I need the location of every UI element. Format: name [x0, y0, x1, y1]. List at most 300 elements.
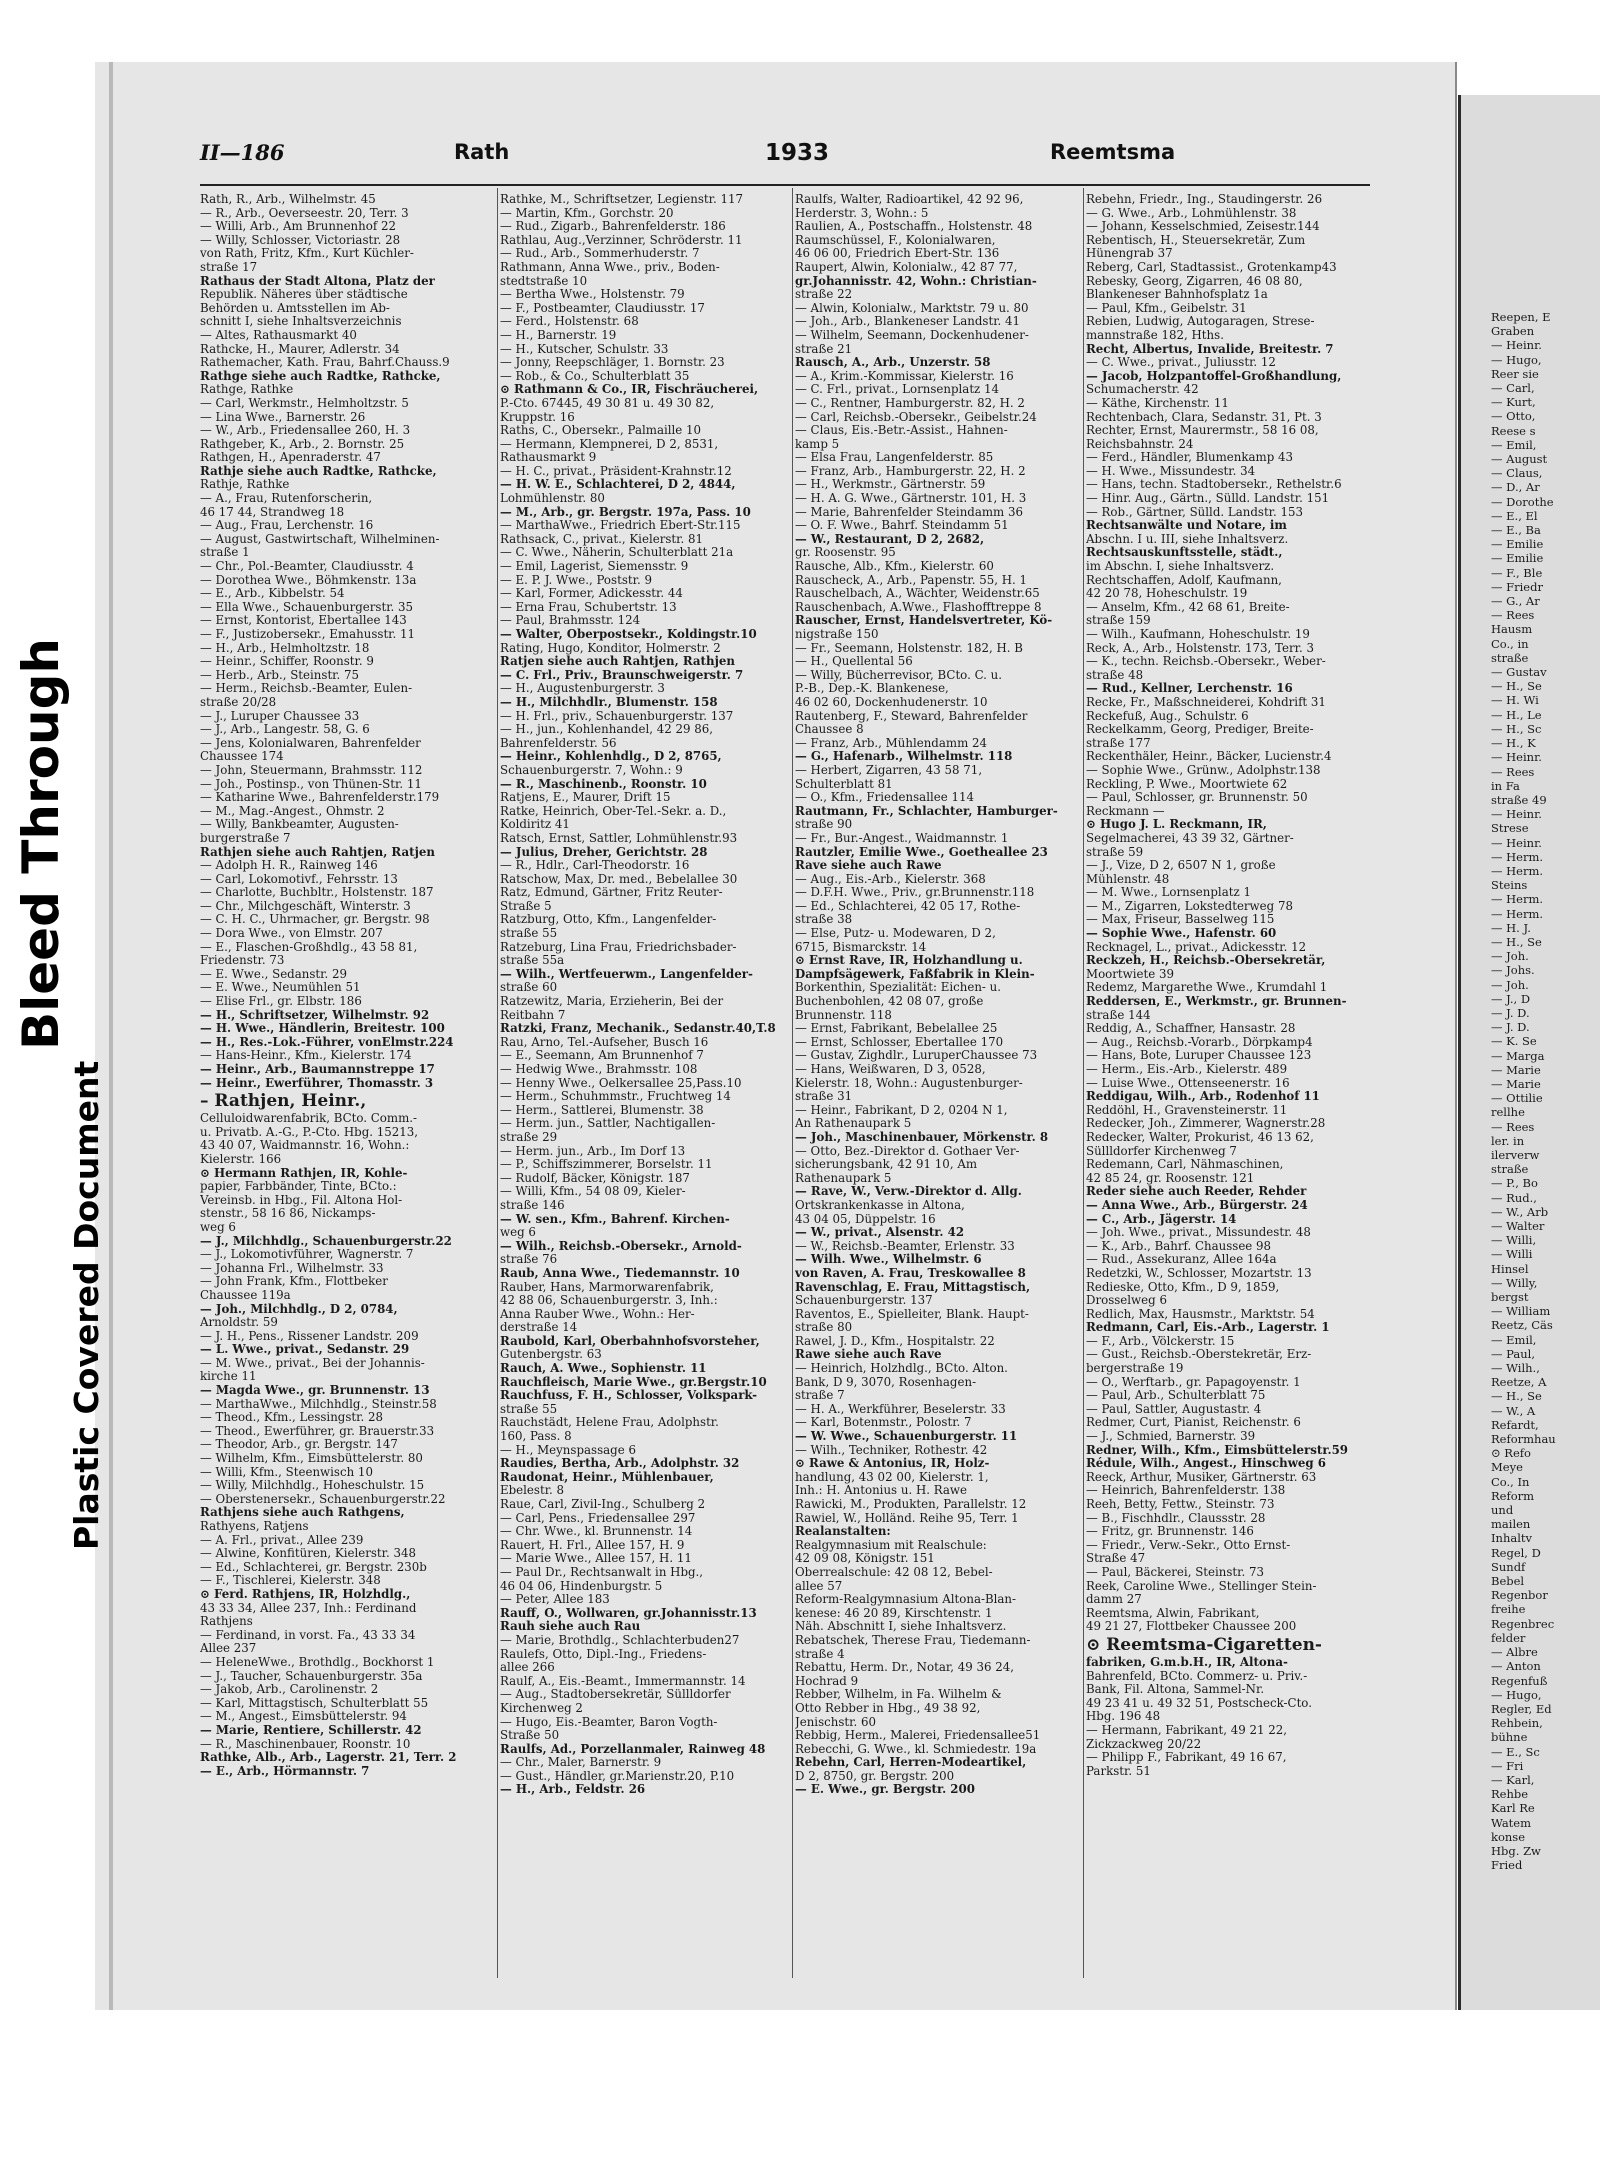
directory-entry: — Paul, Brahmsstr. 124: [500, 614, 641, 628]
directory-entry: Kirchenweg 2: [500, 1701, 583, 1715]
directory-entry: — Hinr. Aug., Gärtn., Sülld. Landstr. 151: [1086, 492, 1330, 506]
directory-entry: straße 21: [795, 342, 853, 356]
adjacent-page-line: mailen: [1491, 1517, 1531, 1532]
adjacent-page-line: Meye: [1491, 1460, 1523, 1475]
directory-entry: — Carl, Lokomotivf., Fehrsstr. 13: [200, 872, 398, 886]
directory-entry: Redmann, Carl, Eis.-Arb., Lagerstr. 1: [1086, 1321, 1330, 1335]
directory-entry: Rechtsauskunftsstelle, städt.,: [1086, 546, 1283, 560]
directory-entry: — Fr., Seemann, Holstenstr. 182, H. B: [795, 641, 1023, 655]
adjacent-page-line: — Hugo,: [1491, 352, 1542, 367]
directory-entry: Jenischstr. 60: [795, 1715, 876, 1729]
adjacent-page-line: — K. Se: [1491, 1034, 1537, 1049]
adjacent-page-line: Steins: [1491, 878, 1528, 893]
directory-entry: Schumacherstr. 42: [1086, 383, 1199, 397]
directory-entry: — Marie, Rentiere, Schillerstr. 42: [200, 1723, 422, 1737]
directory-entry: — R., Hdlr., Carl-Theodorstr. 16: [500, 859, 690, 873]
directory-entry: Realanstalten:: [795, 1525, 891, 1539]
directory-entry: Reeh, Betty, Fettw., Steinstr. 73: [1086, 1498, 1275, 1511]
directory-entry: Rauchfuss, F. H., Schlosser, Volkspark-: [500, 1389, 757, 1403]
directory-entry: Rawel, J. D., Kfm., Hospitalstr. 22: [795, 1334, 995, 1348]
adjacent-page-line: bühne: [1491, 1730, 1528, 1745]
adjacent-page-line: — Rees: [1491, 608, 1535, 623]
directory-entry: Rebber, Wilhelm, in Fa. Wilhelm &: [795, 1688, 1002, 1702]
adjacent-page-line: — H., K: [1491, 736, 1536, 751]
directory-entry: Rathge siehe auch Radtke, Rathcke,: [200, 369, 441, 383]
directory-entry: — Herm. jun., Arb., Im Dorf 13: [500, 1144, 686, 1158]
directory-entry: Lohmühlenstr. 80: [500, 492, 605, 506]
directory-entry: straße 22: [795, 288, 853, 302]
directory-entry: Blankeneser Bahnhofsplatz 1a: [1086, 288, 1268, 302]
directory-entry: — Lina Wwe., Barnerstr. 26: [200, 410, 366, 424]
directory-entry: Ratzeburg, Lina Frau, Friedrichsbader-: [500, 940, 737, 954]
directory-entry: handlung, 43 02 00, Kielerstr. 1,: [795, 1470, 989, 1484]
directory-entry: — Marie, Bahrenfelder Steindamm 36: [795, 505, 1024, 519]
directory-entry: — MarthaWwe., Milchhdlg., Steinstr.58: [200, 1397, 437, 1411]
directory-entry: — H., Arb., Feldstr. 26: [500, 1783, 646, 1797]
adjacent-page-line: — Anton: [1491, 1659, 1541, 1674]
directory-entry: Rebehn, Friedr., Ing., Staudingerstr. 26: [1086, 193, 1323, 206]
directory-entry: gr. Roosenstr. 95: [795, 546, 896, 560]
directory-entry: — Jonny, Reepschläger, 1. Bornstr. 23: [500, 356, 725, 370]
adjacent-page-line: — D., Ar: [1491, 480, 1540, 495]
directory-entry: Rauschenbach, A.Wwe., Flashofftreppe 8: [795, 600, 1042, 614]
adjacent-page-line: — J., D: [1491, 991, 1531, 1006]
directory-entry: Reddig, A., Schaffner, Hansastr. 28: [1086, 1022, 1296, 1036]
directory-entry: — F., Postbeamter, Claudiusstr. 17: [500, 301, 705, 315]
directory-entry: — J. H., Pens., Rissener Landstr. 209: [200, 1329, 419, 1343]
directory-entry: Drosselweg 6: [1086, 1294, 1167, 1308]
directory-entry: Behörden u. Amtsstellen im Ab-: [200, 301, 390, 315]
directory-entry: Raulfs, Walter, Radioartikel, 42 92 96,: [795, 193, 1024, 206]
directory-entry: Rathgen, H., Apenraderstr. 47: [200, 451, 381, 465]
directory-entry: kamp 5: [795, 437, 840, 451]
directory-entry: 42 85 24, gr. Roosenstr. 121: [1086, 1171, 1255, 1185]
adjacent-page-line: Regenfuß: [1491, 1673, 1548, 1688]
adjacent-page-line: — P., Bo: [1491, 1176, 1538, 1191]
directory-entry: — Aug., Reichsb.-Vorarb., Dörpkamp4: [1086, 1035, 1313, 1049]
directory-entry: straße 29: [500, 1130, 558, 1144]
directory-entry: — W. Wwe., Schauenburgerstr. 11: [795, 1430, 1018, 1444]
directory-entry: Abschn. I u. III, siehe Inhaltsverz.: [1086, 532, 1289, 546]
directory-entry: straße 38: [795, 913, 853, 927]
adjacent-page-line: Regel, D: [1491, 1545, 1541, 1560]
directory-entry: Rathyens, Ratjens: [200, 1520, 309, 1533]
directory-entry: 46 02 60, Dockenhudenerstr. 10: [795, 695, 988, 709]
adjacent-page-line: — G., Ar: [1491, 594, 1540, 609]
adjacent-page-line: — Wilh.,: [1491, 1361, 1540, 1376]
adjacent-page-line: — William: [1491, 1304, 1551, 1319]
directory-entry: Bank, Fil. Altona, Sammel-Nr.: [1086, 1683, 1265, 1697]
adjacent-page-line: Reetze, A: [1491, 1375, 1547, 1390]
directory-entry: — Herb., Arb., Steinstr. 75: [200, 668, 360, 682]
directory-entry: — G., Hafenarb., Wilhelmstr. 118: [795, 750, 1013, 764]
directory-entry: — W., privat., Alsenstr. 42: [795, 1226, 965, 1240]
directory-entry: — L. Wwe., privat., Sedanstr. 29: [200, 1343, 410, 1357]
adjacent-page-line: — Rud.,: [1491, 1190, 1537, 1205]
directory-entry: — Gust., Händler, gr.Marienstr.20, P.10: [500, 1769, 735, 1783]
directory-entry: Otto Rebber in Hbg., 49 38 92,: [795, 1701, 981, 1715]
directory-entry: Redemz, Margarethe Wwe., Krumdahl 1: [1086, 981, 1328, 995]
directory-entry: — Magda Wwe., gr. Brunnenstr. 13: [200, 1384, 430, 1398]
adjacent-page-line: freihe: [1491, 1602, 1526, 1617]
directory-entry: — Luise Wwe., Ottenseenerstr. 16: [1086, 1076, 1290, 1090]
directory-entry: — Wilhelm, Kfm., Eimsbüttelerstr. 80: [200, 1452, 423, 1466]
directory-entry: Kielerstr. 166: [200, 1152, 282, 1166]
directory-entry: 42 88 06, Schauenburgerstr. 3, Inh.:: [500, 1294, 718, 1308]
directory-entry: — Heinr., Fabrikant, D 2, 0204 N 1,: [795, 1103, 1008, 1117]
directory-entry: Koldiritz 41: [500, 818, 570, 832]
adjacent-page-line: — H., Se: [1491, 1389, 1542, 1404]
directory-entry: Recht, Albertus, Invalide, Breitestr. 7: [1086, 342, 1334, 356]
directory-entry: Näh. Abschnitt I, siehe Inhaltsverz.: [795, 1620, 1007, 1634]
directory-entry: Dampfsägewerk, Faßfabrik in Klein-: [795, 967, 1035, 981]
directory-entry: — Ferdinand, in vorst. Fa., 43 33 34: [200, 1628, 416, 1642]
directory-entry: von Rath, Fritz, Kfm., Kurt Küchler-: [200, 247, 414, 261]
adjacent-page-line: Fried: [1491, 1858, 1523, 1873]
directory-entry: straße 59: [1086, 845, 1144, 859]
directory-entry: Zickzackweg 20/22: [1086, 1737, 1202, 1751]
directory-entry: — Rud., Zigarb., Bahrenfelderstr. 186: [500, 220, 726, 234]
directory-entry: Schulterblatt 81: [795, 777, 893, 791]
directory-entry: — Martin, Kfm., Gorchstr. 20: [500, 206, 674, 220]
directory-entry: — A. Frl., privat., Allee 239: [200, 1533, 364, 1547]
directory-entry: — Wilh., Reichsb.-Obersekr., Arnold-: [500, 1239, 742, 1253]
directory-entry: Rathje siehe auch Radtke, Rathcke,: [200, 464, 437, 478]
directory-entry: — F., Arb., Völckerstr. 15: [1086, 1334, 1235, 1348]
directory-entry: Rausch, A., Arb., Unzerstr. 58: [795, 356, 991, 370]
adjacent-page-line: — Carl,: [1491, 381, 1535, 396]
directory-entry: Ratjens, E., Maurer, Drift 15: [500, 791, 671, 805]
adjacent-page-line: — H., Sc: [1491, 721, 1542, 736]
directory-entry: — W., Reichsb.-Beamter, Erlenstr. 33: [795, 1239, 1015, 1253]
directory-entry: — H. A. G. Wwe., Gärtnerstr. 101, H. 3: [795, 492, 1027, 506]
directory-entry: — Gust., Reichsb.-Oberstekretär, Erz-: [1086, 1348, 1312, 1362]
directory-entry: — MarthaWwe., Friedrich Ebert-Str.115: [500, 519, 741, 533]
directory-entry: — D.F.H. Wwe., Priv., gr.Brunnenstr.118: [795, 886, 1035, 900]
adjacent-page-text: [1491, 310, 1600, 1872]
directory-entry: Redecker, Walter, Prokurist, 46 13 62,: [1086, 1130, 1314, 1144]
directory-entry: Rechter, Ernst, Maurermstr., 58 16 08,: [1086, 424, 1319, 438]
adjacent-page-line: Inhaltv: [1491, 1531, 1533, 1546]
directory-entry: Ortskrankenkasse in Altona,: [795, 1198, 965, 1212]
directory-entry: — R., Maschinenbauer, Roonstr. 10: [200, 1737, 411, 1751]
directory-entry: — Ernst, Kontorist, Ebertallee 143: [200, 614, 407, 628]
adjacent-page-line: — H., Se: [1491, 934, 1542, 949]
directory-entry: Raue, Carl, Zivil-Ing., Schulberg 2: [500, 1498, 706, 1511]
directory-entry: derstraße 14: [500, 1321, 578, 1335]
directory-entry: — Herbert, Zigarren, 43 58 71,: [795, 763, 983, 777]
directory-entry: — Joh., Milchhdlg., D 2, 0784,: [200, 1302, 398, 1316]
directory-column-1: [200, 193, 498, 1973]
directory-entry: Reeck, Arthur, Musiker, Gärtnerstr. 63: [1086, 1470, 1317, 1484]
directory-entry: Reckenthäler, Heinr., Bäcker, Lucienstr.4: [1086, 750, 1332, 764]
directory-entry: — Rave, W., Verw.-Direktor d. Allg.: [795, 1185, 1022, 1199]
directory-entry: Ratzewitz, Maria, Erzieherin, Bei der: [500, 995, 724, 1009]
directory-entry: — E., Flaschen-Großhdlg., 43 58 81,: [200, 940, 418, 954]
directory-entry: Mühlenstr. 48: [1086, 872, 1170, 886]
directory-entry: Rathke, M., Schriftsetzer, Legienstr. 117: [500, 193, 743, 206]
directory-entry: — Ferd., Holstenstr. 68: [500, 315, 639, 329]
directory-entry: — Elise Frl., gr. Elbstr. 186: [200, 995, 362, 1009]
directory-entry: Hochrad 9: [795, 1674, 859, 1688]
directory-entry: Rathausmarkt 9: [500, 451, 597, 465]
directory-entry: — Karl, Botenmstr., Polostr. 7: [795, 1416, 972, 1430]
directory-entry: Inh.: H. Antonius u. H. Rawe: [795, 1484, 967, 1498]
directory-entry: sicherungsbank, 42 91 10, Am: [795, 1158, 978, 1172]
directory-entry: Ebelestr. 8: [500, 1484, 565, 1498]
directory-entry: — Herm., Schuhmmstr., Fruchtweg 14: [500, 1090, 731, 1104]
adjacent-page-line: — Emilie: [1491, 537, 1544, 552]
directory-entry: Buchenbohlen, 42 08 07, große: [795, 995, 984, 1009]
directory-entry: allee 266: [500, 1661, 555, 1675]
directory-entry: P.-Cto. 67445, 49 30 81 u. 49 30 82,: [500, 396, 715, 410]
adjacent-page-line: — Willi: [1491, 1247, 1533, 1262]
adjacent-page-line: — Kurt,: [1491, 395, 1536, 410]
adjacent-page-line: — Marga: [1491, 1048, 1545, 1063]
directory-entry: Hbg. 196 48: [1086, 1710, 1161, 1724]
directory-entry: — Hans, Bote, Luruper Chaussee 123: [1086, 1049, 1312, 1063]
adjacent-page-line: — Willy,: [1491, 1275, 1538, 1290]
adjacent-page-line: rellhe: [1491, 1105, 1525, 1120]
directory-entry: — Herm. jun., Sattler, Nachtigallen-: [500, 1117, 716, 1131]
adjacent-page-line: — Heinr.: [1491, 338, 1542, 353]
directory-entry: Straße 47: [1086, 1552, 1146, 1566]
adjacent-page-line: Reepen, E: [1491, 310, 1551, 324]
directory-entry: — K., Arb., Bahrf. Chaussee 98: [1086, 1239, 1272, 1253]
directory-entry: — Willi, Kfm., Steenwisch 10: [200, 1465, 373, 1479]
directory-entry: — J., Vize, D 2, 6507 N 1, große: [1086, 859, 1276, 873]
directory-entry: — R., Maschinenb., Roonstr. 10: [500, 777, 707, 791]
directory-entry: Rédule, Wilh., Angest., Hinschweg 6: [1086, 1457, 1326, 1471]
directory-entry: — H., Schriftsetzer, Wilhelmstr. 92: [200, 1008, 430, 1022]
adjacent-page-line: — Albre: [1491, 1645, 1538, 1660]
directory-entry: — H. Frl., priv., Schauenburgerstr. 137: [500, 709, 734, 723]
directory-entry: Reckmann —: [1086, 804, 1165, 818]
directory-entry: — W. sen., Kfm., Bahrenf. Kirchen-: [500, 1212, 730, 1226]
directory-entry: Brunnenstr. 118: [795, 1008, 892, 1022]
directory-entry: — Johann, Kesselschmied, Zeisestr.144: [1086, 220, 1320, 234]
directory-entry: — Wilh., Kaufmann, Hoheschulstr. 19: [1086, 628, 1310, 641]
directory-entry: — Heinr., Ewerführer, Thomasstr. 3: [200, 1076, 434, 1090]
directory-entry: Redieske, Otto, Kfm., D 9, 1859,: [1086, 1280, 1280, 1294]
directory-entry: straße 20/28: [200, 695, 277, 709]
directory-entry: straße 31: [795, 1090, 853, 1104]
directory-entry: — Ed., Schlachterei, 42 05 17, Rothe-: [795, 899, 1021, 913]
directory-entry: Rebehn, Carl, Herren-Modeartikel,: [795, 1756, 1027, 1770]
directory-entry: — Heinr., Arb., Baumannstreppe 17: [200, 1063, 435, 1076]
directory-entry: — Alwine, Konfitüren, Kielerstr. 348: [200, 1547, 417, 1561]
directory-column-3: [795, 193, 1093, 1973]
directory-entry: — E. Wwe., Sedanstr. 29: [200, 967, 348, 981]
directory-entry: Recke, Fr., Maßschneiderei, Kohdrift 31: [1086, 695, 1326, 709]
directory-entry: 46 06 00, Friedrich Ebert-Str. 136: [795, 247, 1000, 261]
directory-entry: Anna Rauber Wwe., Wohn.: Her-: [500, 1307, 695, 1321]
adjacent-page-line: — J. D.: [1491, 1020, 1530, 1035]
adjacent-page-line: — Ottilie: [1491, 1091, 1543, 1106]
directory-entry: — Alwin, Kolonialw., Marktstr. 79 u. 80: [795, 301, 1029, 315]
adjacent-page-line: — Joh.: [1491, 977, 1529, 992]
directory-entry: Rechtschaffen, Adolf, Kaufmann,: [1086, 573, 1282, 587]
directory-entry: Reckelkamm, Georg, Prediger, Breite-: [1086, 723, 1314, 737]
directory-entry: Arnoldstr. 59: [200, 1316, 278, 1330]
directory-entry: — John, Steuermann, Brahmsstr. 112: [200, 763, 423, 777]
directory-entry: — Jacob, Holzpantoffel-Großhandlung,: [1086, 369, 1342, 383]
directory-entry: Rechtsanwälte und Notare, im: [1086, 519, 1287, 533]
directory-entry: — W., Arb., Friedensallee 260, H. 3: [200, 424, 411, 438]
directory-entry: Raub, Anna Wwe., Tiedemannstr. 10: [500, 1266, 740, 1280]
directory-entry: Reckling, P. Wwe., Moortwiete 62: [1086, 777, 1288, 791]
directory-entry: – Rathjen, Heinr.,: [200, 1091, 367, 1112]
adjacent-page-line: — Herm.: [1491, 863, 1544, 878]
directory-entry: Segelmacherei, 43 39 32, Gärtner-: [1086, 831, 1294, 845]
directory-entry: — Ernst, Fabrikant, Bebelallee 25: [795, 1022, 998, 1036]
directory-entry: Raventos, E., Spielleiter, Blank. Haupt-: [795, 1307, 1029, 1321]
directory-entry: straße 17: [200, 260, 258, 274]
directory-entry: Straße 50: [500, 1729, 560, 1743]
directory-entry: — Willy, Schlosser, Victoriastr. 28: [200, 233, 401, 247]
adjacent-page-line: — W., Arb: [1491, 1204, 1549, 1219]
directory-entry: — E. P. J. Wwe., Poststr. 9: [500, 573, 652, 587]
adjacent-page-line: — H. Wi: [1491, 693, 1539, 708]
directory-entry: Rathge, Rathke: [200, 383, 294, 397]
directory-entry: — Karl, Mittagstisch, Schulterblatt 55: [200, 1696, 429, 1710]
directory-entry: — Heinrich, Holzhdlg., BCto. Alton.: [795, 1362, 1008, 1376]
directory-entry: damm 27: [1086, 1593, 1142, 1607]
directory-entry: nigstraße 150: [795, 628, 879, 641]
directory-entry: Rebattu, Herm. Dr., Notar, 49 36 24,: [795, 1661, 1014, 1675]
directory-entry: 49 21 27, Flottbeker Chaussee 200: [1086, 1620, 1297, 1634]
directory-entry: straße 1: [200, 546, 250, 560]
directory-entry: Rathjen siehe auch Rahtjen, Ratjen: [200, 845, 435, 859]
directory-entry: — Elsa Frau, Langenfelderstr. 85: [795, 451, 994, 465]
directory-entry: Raubold, Karl, Oberbahnhofsvorsteher,: [500, 1334, 760, 1348]
directory-entry: — Hans, Weißwaren, D 3, 0528,: [795, 1063, 986, 1076]
directory-entry: — H., Milchhdlr., Blumenstr. 158: [500, 695, 718, 709]
directory-entry: weg 6: [200, 1220, 236, 1234]
directory-entry: Rechtenbach, Clara, Sedanstr. 31, Pt. 3: [1086, 410, 1322, 424]
directory-entry: — Herm., Reichsb.-Beamter, Eulen-: [200, 682, 413, 696]
directory-entry: — E., Arb., Hörmannstr. 7: [200, 1764, 370, 1778]
adjacent-page-line: Regenbor: [1491, 1588, 1548, 1603]
directory-entry: — Ed., Schlachterei, gr. Bergstr. 230b: [200, 1560, 427, 1574]
directory-entry: — Heinr., Kohlenhdlg., D 2, 8765,: [500, 750, 722, 764]
adjacent-page-line: ler. in: [1491, 1133, 1525, 1148]
directory-entry: — O., Kfm., Friedensallee 114: [795, 791, 974, 805]
directory-entry: ⊙ Ferd. Rathjens, IR, Holzhdlg.,: [200, 1587, 411, 1601]
directory-entry: — Rob., Gärtner, Sülld. Landstr. 153: [1086, 505, 1304, 519]
adjacent-page-line: — Hugo,: [1491, 1687, 1542, 1702]
directory-entry: straße 159: [1086, 614, 1151, 628]
directory-entry: — Ernst, Schlosser, Ebertallee 170: [795, 1035, 1004, 1049]
directory-entry: Recknagel, L., privat., Adickesstr. 12: [1086, 940, 1307, 954]
directory-entry: — C. Frl., privat., Lornsenplatz 14: [795, 383, 1000, 397]
directory-entry: Rathaus der Stadt Altona, Platz der: [200, 274, 435, 288]
directory-entry: Rebecchi, G. Wwe., kl. Schmiedestr. 19a: [795, 1742, 1037, 1756]
directory-entry: straße 60: [500, 981, 558, 995]
directory-entry: Rauch, A. Wwe., Sophienstr. 11: [500, 1362, 707, 1376]
directory-entry: 42 20 78, Hoheschulstr. 19: [1086, 587, 1248, 601]
directory-entry: — Fr., Bur.-Angest., Waidmannstr. 1: [795, 831, 1009, 845]
directory-entry: Reckzeh, H., Reichsb.-Obersekretär,: [1086, 954, 1326, 968]
directory-entry: 46 17 44, Strandweg 18: [200, 505, 345, 519]
directory-entry: — J., Taucher, Schauenburgerstr. 35a: [200, 1669, 423, 1683]
directory-entry: Reddersen, E., Werkmstr., gr. Brunnen-: [1086, 995, 1347, 1009]
adjacent-page-line: — Walter: [1491, 1219, 1545, 1233]
directory-entry: — Wilhelm, Seemann, Dockenhudener-: [795, 328, 1029, 342]
page-header: [200, 140, 1370, 176]
directory-entry: — Oberstenersekr., Schauenburgerstr.22: [200, 1492, 446, 1506]
directory-entry: — H. A., Werkführer, Beselerstr. 33: [795, 1402, 1006, 1416]
directory-entry: Bahrenfelderstr. 56: [500, 736, 617, 750]
adjacent-page-line: konse: [1491, 1829, 1526, 1844]
directory-entry: — Dora Wwe., von Elmstr. 207: [200, 927, 383, 941]
adjacent-page-line: — Johs.: [1491, 963, 1535, 978]
directory-entry: — C., Rentner, Hamburgerstr. 82, H. 2: [795, 396, 1025, 410]
directory-entry: Allee 237: [200, 1642, 257, 1656]
directory-entry: Raths, C., Obersekr., Palmaille 10: [500, 424, 702, 438]
directory-entry: 43 40 07, Waidmannstr. 16, Wohn.:: [200, 1139, 410, 1153]
directory-entry: straße 55: [500, 927, 558, 941]
adjacent-page-line: straße: [1491, 1162, 1529, 1177]
directory-entry: — Jakob, Arb., Carolinenstr. 2: [200, 1683, 379, 1697]
directory-entry: — Johanna Frl., Wilhelmstr. 33: [200, 1261, 384, 1275]
directory-entry: Rautmann, Fr., Schlachter, Hamburger-: [795, 804, 1058, 818]
directory-entry: — M., Arb., gr. Bergstr. 197a, Pass. 10: [500, 505, 751, 519]
directory-entry: Kruppstr. 16: [500, 410, 575, 424]
directory-entry: — E., Arb., Kibbelstr. 54: [200, 587, 345, 601]
directory-entry: Celluloidwarenfabrik, BCto. Comm.-: [200, 1112, 417, 1126]
directory-entry: stedtstraße 10: [500, 274, 588, 288]
directory-entry: Reddöhl, H., Gravensteinerstr. 11: [1086, 1103, 1288, 1117]
adjacent-page-line: — Emilie: [1491, 551, 1544, 566]
directory-entry: — H. W. E., Schlachterei, D 2, 4844,: [500, 478, 736, 492]
directory-entry: — Willi, Kfm., 54 08 09, Kieler-: [500, 1185, 686, 1199]
directory-entry: Rausche, Alb., Kfm., Kielerstr. 60: [795, 560, 994, 574]
adjacent-page-line: Rehbein,: [1491, 1716, 1543, 1731]
directory-entry: — E., Seemann, Am Brunnenhof 7: [500, 1049, 704, 1063]
directory-entry: Bahrenfeld, BCto. Commerz- u. Priv.-: [1086, 1669, 1308, 1683]
directory-entry: Rathke, Alb., Arb., Lagerstr. 21, Terr. 2: [200, 1751, 457, 1765]
header-keyword-right: Reemtsma: [1050, 140, 1176, 164]
directory-entry: Rathmann, Anna Wwe., priv., Boden-: [500, 260, 720, 274]
directory-entry: — Katharine Wwe., Bahrenfelderstr.179: [200, 791, 440, 805]
adjacent-page-line: Reer sie: [1491, 366, 1539, 381]
directory-entry: Raulefs, Otto, Dipl.-Ing., Friedens-: [500, 1647, 707, 1661]
adjacent-page-line: Strese: [1491, 821, 1529, 836]
directory-entry: Redetzki, W., Schlosser, Mozartstr. 13: [1086, 1266, 1312, 1280]
directory-entry: — Joh., Postinsp., von Thünen-Str. 11: [200, 777, 422, 791]
directory-entry: — Franz, Arb., Hamburgerstr. 22, H. 2: [795, 464, 1026, 478]
directory-entry: Rave siehe auch Rawe: [795, 859, 942, 873]
directory-entry: straße 7: [795, 1389, 845, 1403]
directory-entry: Süllldorfer Kirchenweg 7: [1086, 1144, 1237, 1158]
directory-entry: Ratsch, Ernst, Sattler, Lohmühlenstr.93: [500, 831, 738, 845]
directory-entry: 6715, Bismarckstr. 14: [795, 940, 927, 954]
directory-entry: — Theodor, Arb., gr. Bergstr. 147: [200, 1438, 398, 1452]
directory-entry: ⊙ Rathmann & Co., IR, Fischräucherei,: [500, 383, 759, 397]
directory-entry: — Käthe, Kirchenstr. 11: [1086, 396, 1229, 410]
directory-entry: — Hugo, Eis.-Beamter, Baron Vogth-: [500, 1715, 718, 1729]
directory-entry: Oberrealschule: 42 08 12, Bebel-: [795, 1565, 993, 1579]
directory-entry: Rebentisch, H., Steuersekretär, Zum: [1086, 233, 1306, 247]
directory-entry: — R., Arb., Oeverseestr. 20, Terr. 3: [200, 206, 409, 220]
directory-entry: Ratzburg, Otto, Kfm., Langenfelder-: [500, 913, 717, 927]
directory-entry: — Herm., Sattlerei, Blumenstr. 38: [500, 1103, 704, 1117]
directory-column-2: [500, 193, 798, 1973]
directory-entry: — Willy, Bücherrevisor, BCto. C. u.: [795, 668, 1003, 682]
directory-entry: — Chr. Wwe., kl. Brunnenstr. 14: [500, 1525, 693, 1539]
directory-entry: — Carl, Reichsb.-Obersekr., Geibelstr.24: [795, 410, 1037, 424]
